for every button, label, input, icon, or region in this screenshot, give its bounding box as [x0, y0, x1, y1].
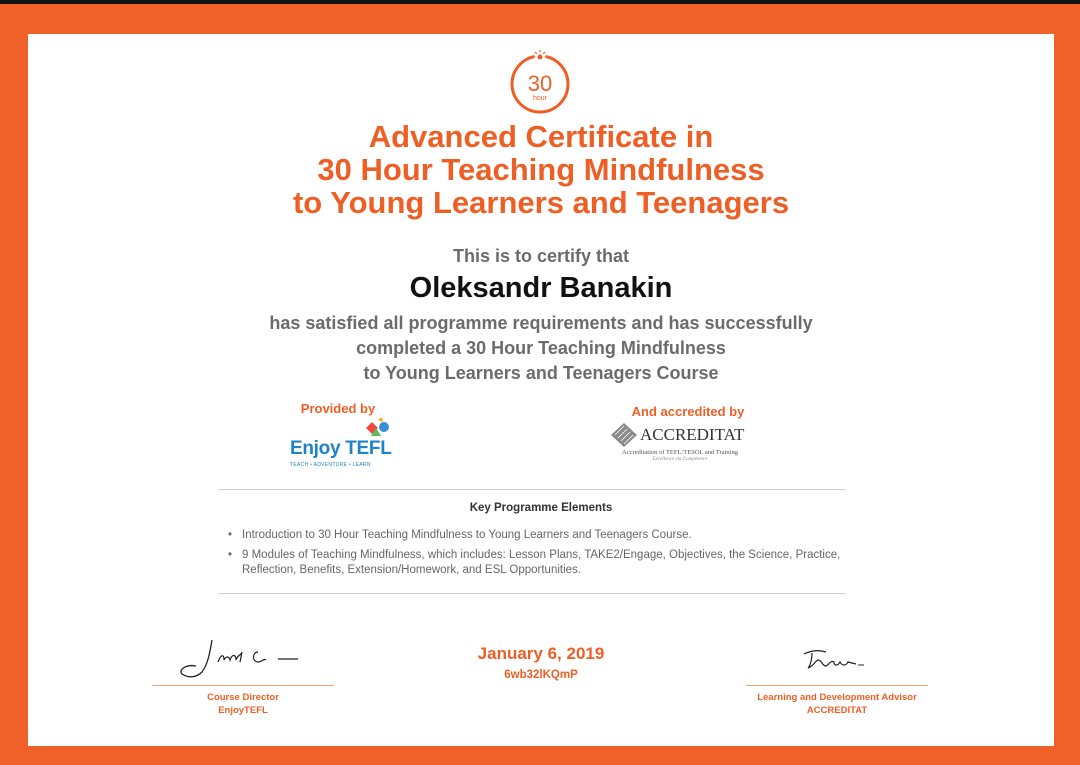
title-line: 30 Hour Teaching Mindfulness — [317, 152, 765, 187]
advisor-signature — [796, 644, 876, 678]
signatory-role: Course Director — [207, 692, 279, 703]
accreditat-logo: ACCREDITAT — [640, 425, 745, 444]
accreditat-motto: Excellence via Competence — [652, 457, 708, 462]
statement-line: has satisfied all programme requirements and has successfully — [269, 313, 813, 333]
certificate-title — [28, 120, 1054, 219]
enjoy-tefl-shapes-icon — [364, 417, 390, 437]
divider — [218, 489, 846, 490]
statement-line: completed a 30 Hour Teaching Mindfulness — [356, 338, 726, 358]
key-elements-title: Key Programme Elements — [469, 502, 613, 514]
signature-line — [746, 685, 928, 686]
advisor-caption — [736, 691, 938, 717]
recipient-name: Oleksandr Banakin — [409, 272, 673, 304]
list-item: • Introduction to 30 Hour Teaching Mindfulness to Young Learners and Teenagers Course. — [228, 528, 848, 543]
accreditat-subtitle: Accreditation of TEFL/TESOL and Training — [622, 449, 738, 456]
enjoy-tefl-logo: Enjoy TEFL — [290, 438, 392, 459]
key-elements-list — [228, 528, 848, 583]
divider — [218, 593, 846, 594]
course-director-caption — [152, 691, 334, 717]
provided-by-label: Provided by — [300, 401, 376, 416]
badge-number: 30 — [527, 71, 553, 96]
title-line: Advanced Certificate in — [368, 119, 714, 154]
signature-line — [152, 685, 334, 686]
badge-unit: hour — [532, 95, 548, 102]
thirty-hour-badge-icon — [506, 48, 574, 116]
enjoy-tefl-tagline: TEACH • ADVENTURE • LEARN — [290, 462, 371, 468]
signatory-org: ACCREDITAT — [806, 705, 868, 716]
list-item: • 9 Modules of Teaching Mindfulness, which includes: Lesson Plans, TAKE2/Engage, Objectives, the Science, Practice, Reflection, Benefits, Extension/Homework, and ESL Opportunities. — [228, 548, 848, 578]
issue-date: January 6, 2019 — [477, 644, 605, 663]
statement-line: to Young Learners and Teenagers Course — [363, 363, 719, 383]
accredited-by-label: And accredited by — [631, 404, 745, 419]
certify-text: This is to certify that — [452, 246, 630, 266]
course-director-signature — [166, 634, 306, 682]
title-line: to Young Learners and Teenagers — [292, 185, 790, 220]
completion-statement — [28, 311, 1054, 386]
certificate-paper — [28, 34, 1054, 746]
signatory-role: Learning and Development Advisor — [757, 692, 917, 703]
certificate-border — [0, 4, 1080, 765]
accreditat-emblem-icon — [610, 422, 638, 448]
signatory-org: EnjoyTEFL — [218, 705, 268, 716]
certificate-code: 6wb32lKQmP — [504, 669, 578, 681]
